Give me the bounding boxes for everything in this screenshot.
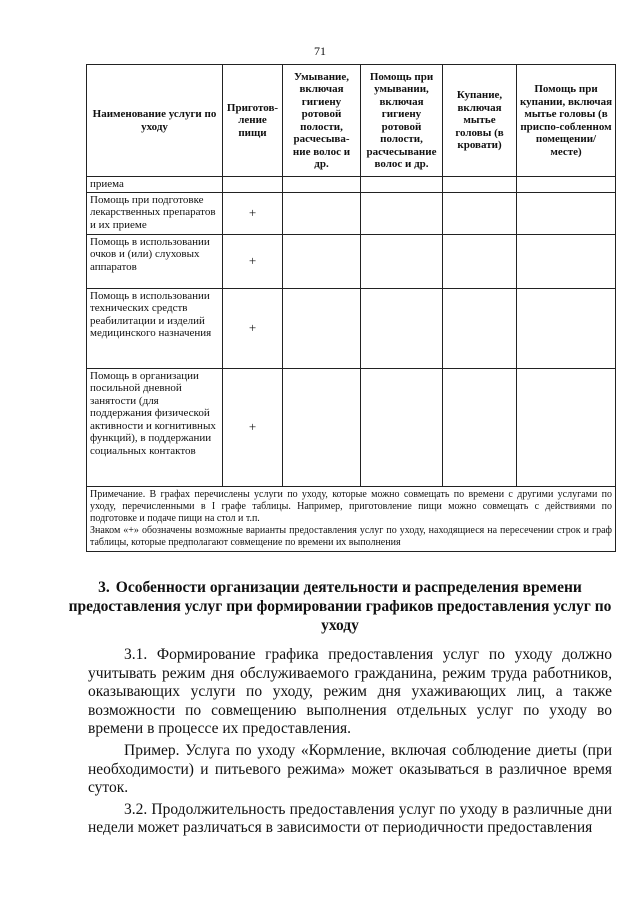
page-number: 71 [314,44,326,58]
row-mark [517,177,616,193]
section-number: 3. [98,579,110,596]
row-mark: + [223,288,283,368]
row-mark [517,288,616,368]
table-note-row [87,486,616,551]
section-heading [60,578,620,635]
row-mark [443,192,517,234]
row-mark: + [223,234,283,288]
header-washing: Умывание, включая гигиену ротовой полости, расчесыва-ние волос и др. [283,65,361,177]
row-mark [443,234,517,288]
row-mark [361,177,443,193]
row-service-name: Помощь в использовании технических средств реабилитации и изделий медицинского назначения [87,288,223,368]
row-mark [361,192,443,234]
row-mark [283,288,361,368]
row-mark [517,192,616,234]
row-mark [283,368,361,486]
header-bathing-bed: Купание, включая мытье головы (в кровати) [443,65,517,177]
paragraph: 3.1. Формирование графика предоставления услуг по уходу должно учитывать режим дня обслуживаемого гражданина, режим труда работников, оказывающих услуги по уходу, режим дня ухаживающих лиц, а также возможности по совмещению выполнения отдельных услуг по уходу во времени в процессе их предоставления. [88,646,612,738]
paragraph: Пример. Услуга по уходу «Кормление, включая соблюдение диеты (при необходимости) и питьевого режима» может оказываться в различное время суток. [88,741,612,797]
row-mark [517,234,616,288]
row-mark [443,288,517,368]
row-mark [283,192,361,234]
row-service-name: приема [87,177,223,193]
header-service-name: Наименование услуги по уходу [87,65,223,177]
table-note-legend: Знаком «+» обозначены возможные варианты предоставления услуг по уходу, находящиеся на пересечении строк и граф таблицы, которые предполагают совмещение по времени их выполнения [90,524,612,548]
body-text [88,646,612,841]
row-mark [283,234,361,288]
row-mark [361,234,443,288]
row-mark [283,177,361,193]
row-service-name: Помощь при подготовке лекарственных препаратов и их приеме [87,192,223,234]
row-mark [443,368,517,486]
header-bathing-help: Помощь при купании, включая мытье головы (в приспо-собленном помещении/ месте) [517,65,616,177]
row-mark [361,288,443,368]
table-row [87,192,616,234]
row-mark [517,368,616,486]
header-washing-help: Помощь при умывании, включая гигиену ротовой полости, расчесывание волос и др. [361,65,443,177]
table-row [87,234,616,288]
table-row [87,177,616,193]
table-note-text: Примечание. В графах перечислены услуги по уходу, которые можно совмещать по времени с другими услугами по уходу, перечисленными в I графе таблицы. Например, приготовление пищи можно совмещать с действиями по подготовке и подаче пищи на стол и т.п. [90,488,612,524]
paragraph: 3.2. Продолжительность предоставления услуг по уходу в различные дни недели может различаться в зависимости от периодичности предоставления [88,800,612,837]
section-title: Особенности организации деятельности и распределения времени предоставления услуг при формировании графиков предоставления услуг по уходу [68,579,612,634]
row-mark [361,368,443,486]
table-row [87,368,616,486]
header-cooking: Приготов-ление пищи [223,65,283,177]
table-row [87,288,616,368]
row-service-name: Помощь в использовании очков и (или) слуховых аппаратов [87,234,223,288]
table-note [87,486,616,551]
row-mark [443,177,517,193]
row-mark [223,177,283,193]
table-header-row [87,65,616,177]
row-service-name: Помощь в организации посильной дневной занятости (для поддержания физической активности и когнитивных функций), в поддержании социальных контактов [87,368,223,486]
care-services-table [86,64,616,552]
row-mark: + [223,368,283,486]
row-mark: + [223,192,283,234]
